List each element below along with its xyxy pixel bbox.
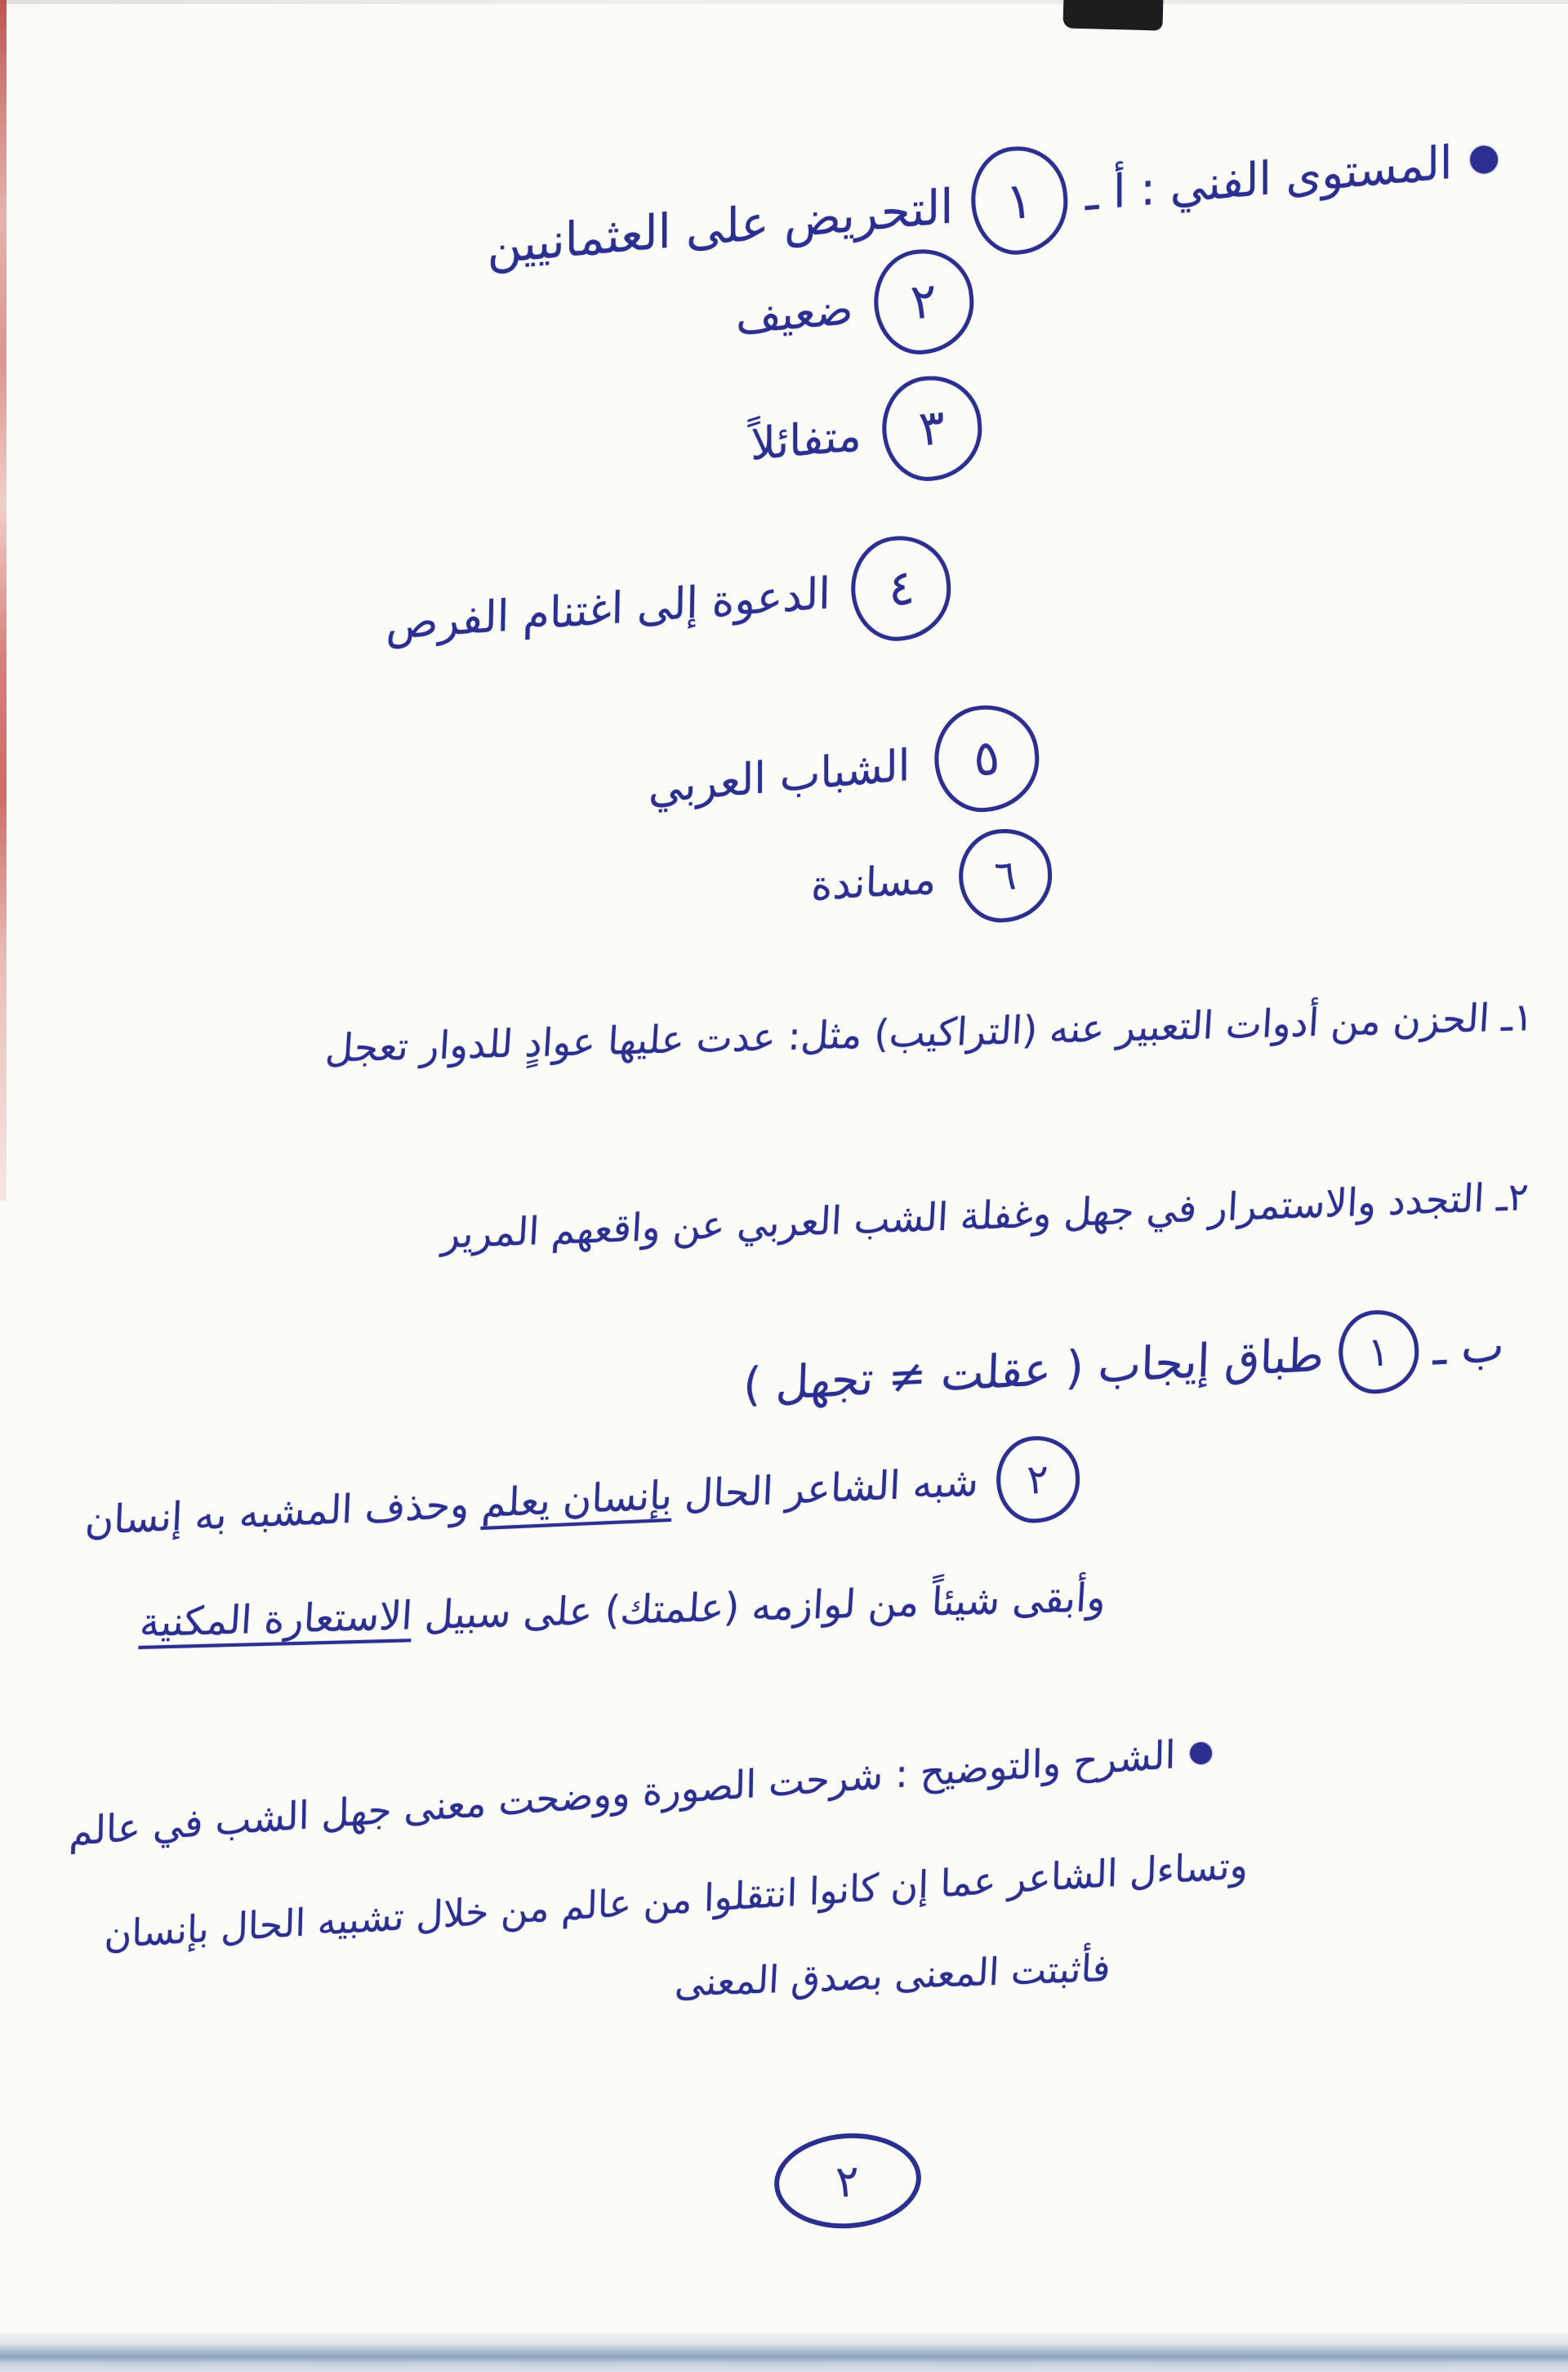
explanation-line-3 [675, 1946, 1111, 2005]
note-line-1 [325, 995, 1535, 1072]
scan-bottom-band [0, 2333, 1568, 2372]
explanation-line-2 [103, 1843, 1250, 1957]
simile-line-1-end: وحذف المشبه به إنسان [84, 1480, 483, 1545]
list-item-3-text: متفائلاً [750, 408, 862, 470]
simile-line-2-underlined: الاستعارة المكنية [138, 1593, 414, 1647]
circled-number-1 [967, 142, 1072, 258]
explanation-line-1 [67, 1730, 1214, 1855]
note-line-2-text: ٢ـ التجدد والاستمرار في جهل وغفلة الشب العربي عن واقعهم المرير [440, 1174, 1530, 1258]
section-b-circled-number [1337, 1309, 1421, 1396]
explanation-line-3-text: فأثبتت المعنى بصدق المعنى [674, 1945, 1112, 2005]
page-number: ٢ [834, 2154, 862, 2208]
simile-circled-number [995, 1434, 1082, 1524]
simile-line-1-underlined: بإنسان يعلم [480, 1472, 674, 1527]
simile-line-1-start: شبه الشاعر الحال [671, 1459, 980, 1518]
section-b-line [742, 1304, 1507, 1427]
scan-red-edge-strip [0, 0, 7, 1201]
list-item-2-text: ضعيف [736, 282, 853, 345]
list-item-5-text: الشباب العربي [648, 740, 911, 814]
circled-number-3 [878, 372, 987, 484]
circled-number-5 [930, 701, 1044, 816]
circled-number-6 [956, 827, 1054, 925]
list-item-6-text: مساندة [810, 855, 938, 910]
circled-number-1-value: ١ [1003, 169, 1036, 232]
explanation-line-2-text: وتساءل الشاعر عما إن كانوا انتقلوا من عالم من خلال تشبيه الحال بإنسان [103, 1842, 1249, 1957]
section-b-circled-number-value: ١ [1366, 1327, 1392, 1376]
circled-number-4 [848, 533, 955, 644]
list-item-5 [644, 701, 1044, 840]
list-item-2 [731, 245, 978, 370]
page-number-oval [771, 2129, 924, 2233]
scan-top-edge [0, 0, 1568, 4]
circled-number-6-value: ٦ [993, 851, 1018, 900]
bullet-icon [1469, 145, 1499, 175]
circled-number-2 [870, 245, 978, 358]
circled-number-2-value: ٢ [908, 272, 940, 332]
simile-note-line-2 [140, 1575, 1107, 1646]
bullet-icon [1189, 1741, 1213, 1765]
circled-number-4-value: ٤ [885, 559, 916, 618]
note-line-1-text: ١ـ الحزن من أدوات التعبير عنه (التراكيب) مثل: عدت عليها عوادٍ للدوار تعجل [323, 994, 1535, 1072]
header-prefix: المستوى الفني : أ ـ [1085, 136, 1453, 221]
circled-number-3-value: ٣ [916, 399, 948, 458]
simile-note-line-1 [83, 1434, 1081, 1564]
header-line [483, 105, 1503, 301]
header-text: التحريض على العثمانيين [487, 178, 954, 275]
explanation-line-1-text: الشرح والتوضيح : شرحت الصورة ووضحت معنى جهل الشب في عالم [68, 1732, 1176, 1855]
simile-circled-number-value: ٢ [1026, 1455, 1050, 1504]
section-b-text: طباق إيجاب ( عقلت ≠ تجهل ) [742, 1327, 1325, 1412]
list-item-6 [808, 827, 1054, 932]
scan-black-mark [1062, 0, 1163, 31]
circled-number-5-value: ٥ [971, 729, 1003, 788]
list-item-3 [746, 372, 986, 496]
section-b-prefix: ب ـ [1432, 1318, 1506, 1376]
simile-line-2-start: وأبقى شيئاً من لوازمه (علمتك) على سبيل [411, 1574, 1107, 1639]
list-item-4-text: الدعوة إلى اغتنام الفرص [385, 568, 831, 649]
note-line-2 [441, 1175, 1530, 1257]
simile-line-2-text [139, 1575, 1107, 1646]
simile-line-1-text [84, 1459, 979, 1544]
list-item-4 [382, 533, 955, 676]
